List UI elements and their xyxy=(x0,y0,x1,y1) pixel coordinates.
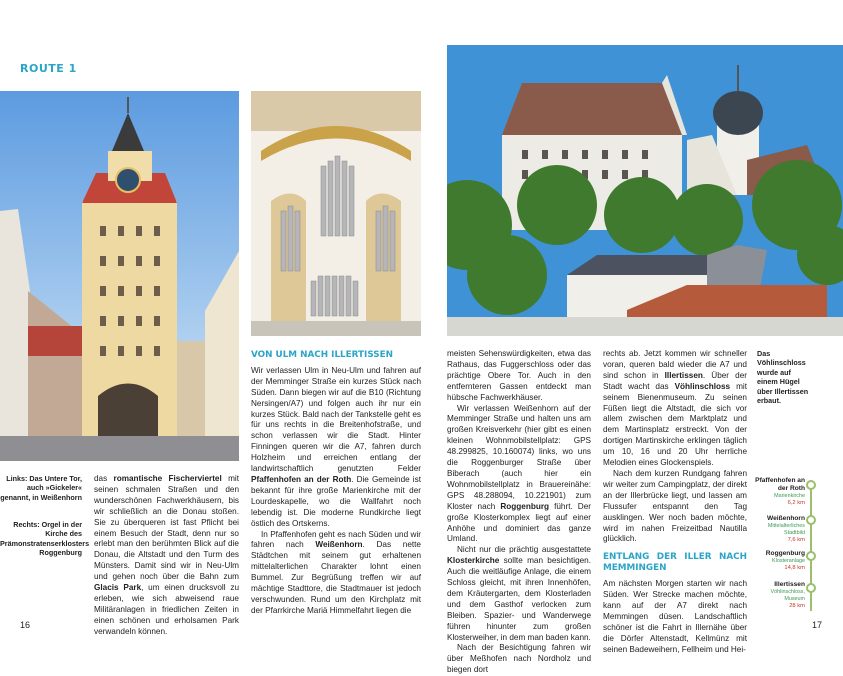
highlight-roggenburg: Roggenburg xyxy=(500,501,550,511)
route-stop: Roggenburg Klosteranlage 14,8 km xyxy=(765,550,805,571)
section-heading: ENTLANG DER ILLER NACH MEMMINGEN xyxy=(603,552,747,574)
route-label: ROUTE 1 xyxy=(20,62,77,75)
highlight-pfaffenhofen: Pfaffenhofen an der Roth xyxy=(251,474,352,484)
monastery-photo xyxy=(447,45,843,336)
section-heading: VON ULM NACH ILLERTISSEN xyxy=(251,350,393,360)
highlight-voehlinschloss: Vöhlinschloss xyxy=(674,381,731,391)
route-sidebar xyxy=(755,477,825,617)
text-column-4: rechts ab. Jetzt kommen wir schneller voran, queren bald wieder die A7 und sind schon in Illertissen. Über der Stadt wacht das Vöhlinschloss mit seinem Bienenmuseum. Zu seinen Füßen liegt die Altstadt, die sich vor allem zwischen dem Marktplatz und dem Martinsplatz erstreckt. Von der dortigen Martinskirche erklingen täglich um 10, 16 und 20 Uhr herrliche Melodien eines Glockenspiels. Nach dem kurzen Rundgang fahren wir weiter zum Campingplatz, der direkt an der Illerbrücke liegt, und lassen am Flussufer entspannt den Tag ausklingen. Wer noch baden möchte, wird im nahen Freizeitbad Nautilla glücklich. ENTLANG DER ILLER NACH MEMMINGEN Am nächsten Morgen starten wir nach Süden. Wer Strecke machen möchte, kann auf der A7 direkt nach Memmingen düsen. Landschaftlich schöner ist die Fahrt in Illernähe über die Dörfer Altenstadt, Kellmünz mit seinen Badeweihern, Fellheim und Hei- xyxy=(603,349,747,654)
right-caption: Das Vöhlinschloss wurde auf einem Hügel über Illertissen erbaut. xyxy=(757,349,809,406)
tower-photo xyxy=(0,91,239,461)
organ-photo xyxy=(251,91,421,336)
route-dot xyxy=(806,480,816,490)
highlight-weissenhorn: Weißenhorn xyxy=(315,540,363,550)
text-column-3: meisten Sehenswürdigkeiten, etwa das Rathaus, das Fuggerschloss oder das prächtige Obere Tor. Auch in den entfernteren Gassen entdeckt man hübsche Fachwerkhäuser. Wir verlassen Weißenhorn auf der Memminger Straße und halten uns am großen Kreisverkehr (hier gibt es einen kleinen Wohnmobilstellplatz: GPS 48.299825, 10.160074) links, wo uns die Roggenburger Straße über Biberach (auch hier ein Wohnmobilstellplatz in Brauereinähe: GPS 48.288094, 10.221901) zum Kloster nach Roggenburg führt. Der große Klosterkomplex liegt auf einer Anhöhe und dominiert das ganze Umland. Nicht nur die prächtig ausgestattete Klosterkirche sollte man besichtigen. Auch die weitläufige Anlage, die einem Schloss gleicht, mit ihren Innenhöfen, dem Kräutergarten, dem Klosterladen und dem Gasthof verlocken zum Bleiben. Spazier- und Wanderwege führen hinunter zum großen Klosterweiher, in dem man baden kann. Nach der Besichtigung fahren wir über Meßhofen nach Nordholz und biegen dort xyxy=(447,349,591,675)
route-dot xyxy=(806,551,816,561)
highlight-illertissen: Illertissen xyxy=(664,370,703,380)
route-stop: Weißenhorn Mittelalterliches Stadtbild 7,6 km xyxy=(767,515,805,543)
left-caption-2: Rechts: Orgel in der Kirche des Prämonstratenserklosters Roggenburg xyxy=(0,520,90,558)
left-caption-1: Links: Das Untere Tor, auch »Gickeler« genannt, in Weißenhorn xyxy=(0,474,82,502)
route-dot xyxy=(806,515,816,525)
page-number-left: 16 xyxy=(20,620,31,630)
text-column-1: das romantische Fischerviertel mit seinen schmalen Straßen und den wunderschönen Fachwerkhäusern, bis wir schließlich an die Donau stoßen. Sie zu überqueren ist fast Pflicht bei einem Besuch der Stadt, denn nur so erlebt man den berühmten Blick auf die Donau, die Altstadt und den Turm des Münsters. Damit sind wir in Neu-Ulm und gehen noch über die Bahn zum Glacis Park, um einen drucksvoll zu erleben, wie sich abweisend raue Militäranlagen in friedlichen Zeiten in einen schönen und erholsamen Park verwandeln können. xyxy=(94,474,240,636)
page-number-right: 17 xyxy=(812,620,823,630)
highlight-fischerviertel: romantische Fischerviertel xyxy=(113,474,222,483)
route-stop: Illertissen Vöhlinschloss, Museum 28 km xyxy=(770,581,805,609)
highlight-klosterkirche: Klosterkirche xyxy=(447,556,500,566)
route-dot xyxy=(806,583,816,593)
route-stop: Pfaffenhofen an der Roth Marienkirche 6,2 km xyxy=(755,477,805,506)
highlight-glacis-park: Glacis Park xyxy=(94,583,142,593)
text-column-2: VON ULM NACH ILLERTISSEN Wir verlassen Ulm in Neu-Ulm und fahren auf der Memminger Straße ein kurzes Stück nach Süden. Dann biegen wir auf die B10 (Richtung Nersingen/A7) und folgen auch ihr nur ein kurzes Stück. Bald nach der Tankstelle geht es für uns rechts in die Breitenhofstraße, und schon verlassen wir die Stadt. Hinter Finningen queren wir die A7, fahren durch Holzheim und erreichen entlang der landwirtschaftlich genutzten Felder Pfaffenhofen an der Roth. Die Gemeinde ist bekannt für ihre große Marienkirche mit der Lourdeskapelle, wo die Wallfahrt noch lebendig ist. Die moderne Rundkirche liegt östlich des Ortskerns. In Pfaffenhofen geht es nach Süden und wir fahren nach Weißenhorn. Das nette Städtchen mit seinem gut erhaltenen mittelalterlichen Charakter lohnt einen Bummel. Zur Begrüßung treffen wir auf mächtige Stadttore, die Stadtmauer ist jedoch verschwunden. Rund um den Kirchplatz mit der Pfarrkirche Mariä Himmelfahrt liegen die xyxy=(251,350,421,615)
